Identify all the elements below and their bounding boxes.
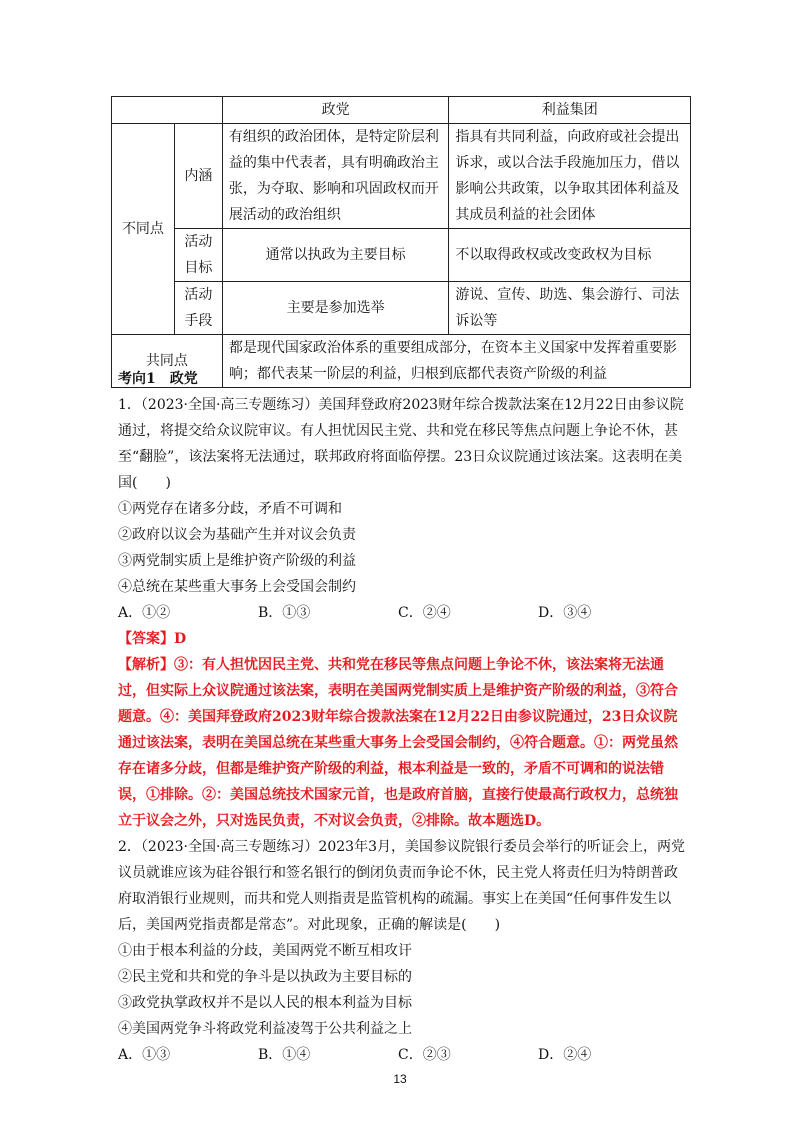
analysis-text: ③：有人担忧因民主党、共和党在移民等焦点问题上争论不休，该法案将无法通过，但实际上众议院通过该法案，表明在美国两党制实质上是维护资产阶级的利益，③符合题意。④：美国拜登政府2023财年综合拨款法案在12月22日由参议院通过，23日众议院通过该法案，表明在美国总统在某些重大事务上会受国会制约，④符合题意。①：两党虽然存在诸多分歧，但都是维护资产阶级的利益，根本利益是一致的，矛盾不可调和的说法错误，①排除。②：美国总统技术国家元首，也是政府首脑，直接行使最高行政权力，总统独立于议会之外，只对选民负责，不对议会负责，②排除。故本题选D。 [118, 657, 678, 829]
group-cell: 不以取得政权或改变政权为目标 [449, 229, 691, 282]
party-cell: 主要是参加选举 [222, 282, 449, 335]
q1-item: ③两党制实质上是维护资产阶级的利益 [118, 553, 356, 569]
q1-option-a: A．①② [118, 605, 171, 621]
q1-item: ①两党存在诸多分歧，矛盾不可调和 [118, 501, 342, 517]
q2-option-a: A．①③ [118, 1047, 171, 1063]
section-title: 考向1 政党 [118, 371, 198, 387]
q2-option-b: B．①④ [258, 1047, 311, 1063]
q2-option-c: C．②③ [398, 1047, 451, 1063]
row-label: 活动手段 [174, 282, 222, 335]
q2-item: ②民主党和共和党的争斗是以执政为主要目标的 [118, 969, 412, 985]
q1-option-c: C．②④ [398, 605, 451, 621]
q2-item: ③政党执掌政权并不是以人民的根本利益为目标 [118, 995, 412, 1011]
header-blank-cell [112, 97, 223, 124]
row-label: 内涵 [174, 124, 222, 229]
diff-label: 不同点 [112, 124, 175, 335]
q1-answer [118, 626, 686, 652]
header-party: 政党 [222, 97, 449, 124]
group-cell: 指具有共同利益，向政府或社会提出诉求，或以合法手段施加压力，借以影响公共政策，以争取其团体利益及其成员利益的社会团体 [449, 124, 691, 229]
q1-option-b: B．①③ [258, 605, 311, 621]
q1-options [118, 600, 686, 626]
party-cell: 有组织的政治团体，是特定阶层利益的集中代表者，具有明确政治主张，为夺取、影响和巩固政权而开展活动的政治组织 [222, 124, 449, 229]
q1-stem: 1．（2023·全国·高三专题练习）美国拜登政府2023财年综合拨款法案在12月22日由参议院通过，将提交给众议院审议。有人担忧因民主党、共和党在移民等焦点问题上争论不休，甚至“翻脸”，该法案将无法通过，联邦政府将面临停摆。23日众议院通过该法案。这表明在美国( ) [118, 397, 684, 491]
q2-item: ④美国两党争斗将政党利益凌驾于公共利益之上 [118, 1021, 412, 1037]
q1-option-d: D．③④ [538, 605, 592, 621]
party-cell: 通常以执政为主要目标 [222, 229, 449, 282]
q1-analysis [118, 652, 686, 834]
q1-item: ②政府以议会为基础产生并对议会负责 [118, 527, 356, 543]
table-row [112, 124, 691, 229]
answer-label: 【答案】 [118, 631, 174, 647]
answer-value: D [174, 631, 187, 647]
q2-option-d: D．②④ [538, 1047, 592, 1063]
table-row [112, 282, 691, 335]
row-label: 活动目标 [174, 229, 222, 282]
table-header-row [112, 97, 691, 124]
q1-item: ④总统在某些重大事务上会受国会制约 [118, 579, 356, 595]
q2-item: ①由于根本利益的分歧，美国两党不断互相攻讦 [118, 943, 412, 959]
comparison-table [111, 96, 691, 388]
page-number: 13 [393, 1072, 407, 1086]
q2-stem: 2．（2023·全国·高三专题练习）2023年3月，美国参议院银行委员会举行的听证会上，两党议员就谁应该为硅谷银行和签名银行的倒闭负责而争论不休，民主党人将责任归为特朗普政府取消银行业规则，而共和党人则指责是监管机构的疏漏。事实上在美国“任何事件发生以后，美国两党指责都是常态”。对此现象，正确的解读是( ) [118, 839, 685, 933]
q2-options [118, 1042, 686, 1068]
header-interest-group: 利益集团 [449, 97, 691, 124]
common-label: 共同点 [112, 335, 223, 388]
table-row [112, 229, 691, 282]
common-text: 都是现代国家政治体系的重要组成部分，在资本主义国家中发挥着重要影响；都代表某一阶层的利益，归根到底都代表资产阶级的利益 [222, 335, 690, 388]
analysis-label: 【解析】 [118, 657, 174, 673]
group-cell: 游说、宣传、助选、集会游行、司法诉讼等 [449, 282, 691, 335]
question-body [118, 366, 686, 1068]
